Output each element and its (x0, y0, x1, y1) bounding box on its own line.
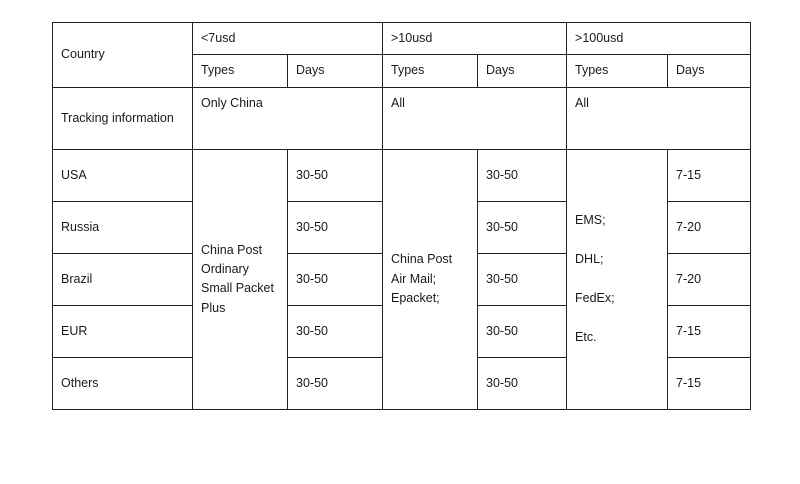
days-tier-2: 30-50 (478, 305, 567, 357)
days-tier-2: 30-50 (478, 201, 567, 253)
days-tier-3: 7-20 (668, 201, 751, 253)
days-tier-3: 7-20 (668, 253, 751, 305)
row-label-country: Others (53, 357, 193, 409)
tracking-tier-2: All (383, 87, 567, 149)
header-tier-3-types: Types (567, 55, 668, 87)
shipping-table (52, 22, 751, 410)
row-label-tracking: Tracking information (53, 87, 193, 149)
days-tier-2: 30-50 (478, 149, 567, 201)
tracking-tier-1: Only China (193, 87, 383, 149)
days-tier-1: 30-50 (288, 149, 383, 201)
header-tier-3-days: Days (668, 55, 751, 87)
header-tier-3: >100usd (567, 23, 751, 55)
tracking-tier-3: All (567, 87, 751, 149)
header-tier-2-days: Days (478, 55, 567, 87)
table-row-tracking (53, 87, 751, 149)
row-label-country: Brazil (53, 253, 193, 305)
row-label-country: Russia (53, 201, 193, 253)
header-tier-1-days: Days (288, 55, 383, 87)
header-tier-1-types: Types (193, 55, 288, 87)
row-label-country: EUR (53, 305, 193, 357)
header-country: Country (53, 23, 193, 88)
days-tier-1: 30-50 (288, 253, 383, 305)
row-label-country: USA (53, 149, 193, 201)
days-tier-3: 7-15 (668, 357, 751, 409)
days-tier-2: 30-50 (478, 253, 567, 305)
days-tier-3: 7-15 (668, 305, 751, 357)
header-tier-2: >10usd (383, 23, 567, 55)
shipping-method-tier-3: EMS; DHL; FedEx; Etc. (567, 149, 668, 409)
header-tier-2-types: Types (383, 55, 478, 87)
table-header-row-tiers (53, 23, 751, 55)
header-tier-1: <7usd (193, 23, 383, 55)
days-tier-1: 30-50 (288, 305, 383, 357)
days-tier-1: 30-50 (288, 357, 383, 409)
days-tier-1: 30-50 (288, 201, 383, 253)
days-tier-2: 30-50 (478, 357, 567, 409)
days-tier-3: 7-15 (668, 149, 751, 201)
shipping-method-tier-2: China Post Air Mail; Epacket; (383, 149, 478, 409)
shipping-method-tier-1: China Post Ordinary Small Packet Plus (193, 149, 288, 409)
table-row (53, 149, 751, 201)
